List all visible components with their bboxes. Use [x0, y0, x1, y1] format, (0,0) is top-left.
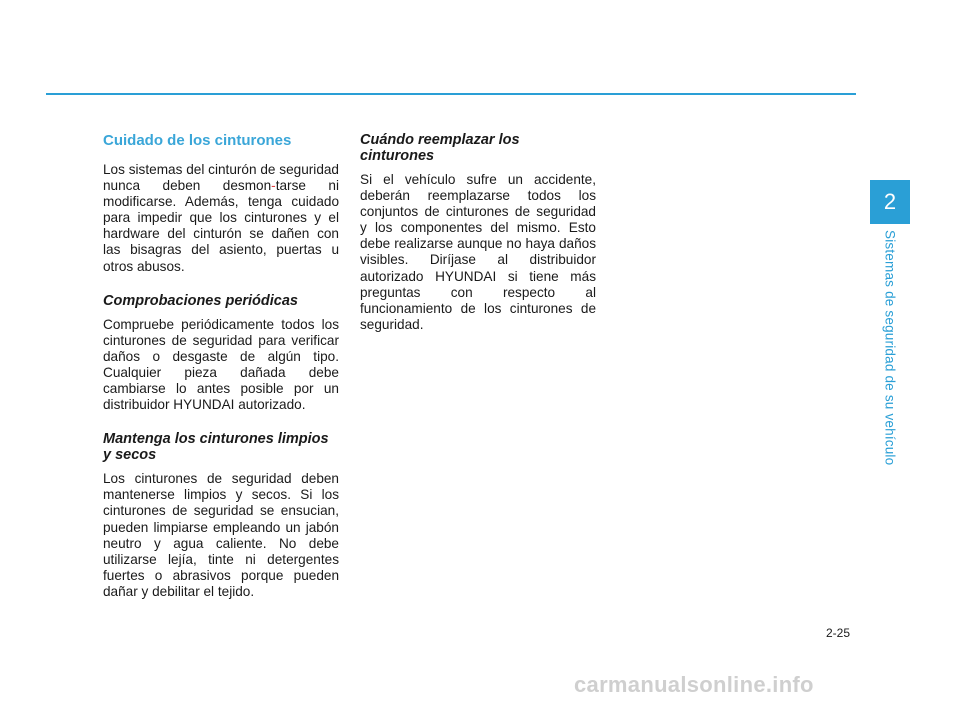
- section-heading: Cuidado de los cinturones: [103, 132, 292, 149]
- subheading-when-replace: Cuándo reemplazar los cinturones: [360, 132, 520, 164]
- hyphenation-mark: -: [271, 178, 276, 194]
- paragraph-when-replace: Si el vehículo sufre un accidente, deberán reemplazarse todos los conjuntos de cinturones de seguridad y los componentes del mismo. Esto debe realizarse aunque no haya daños visibles. Diríjase al distribuidor autorizado HYUNDAI si tiene más preguntas con respecto al funcionamiento de los cinturones de seguridad.: [360, 172, 596, 332]
- watermark: carmanualsonline.info: [574, 672, 814, 697]
- paragraph-belt-care: [103, 162, 339, 275]
- subheading-keep-clean: Mantenga los cinturones limpios y secos: [103, 431, 329, 464]
- paragraph-periodic-checks: Compruebe periódicamente todos los cinturones de seguridad para verificar daños o desgaste de algún tipo. Cualquier pieza dañada debe cambiarse lo antes posible por un distribuidor HYUNDAI autorizado.: [103, 316, 339, 413]
- chapter-side-label: [876, 230, 904, 480]
- paragraph-belt-care-part1: Los sistemas del cinturón de seguridad nunca deben desmon: [103, 162, 339, 194]
- paragraph-keep-clean: Los cinturones de seguridad deben mantenerse limpios y secos. Si los cinturones de seguridad se ensucian, pueden limpiarse empleando un jabón neutro y agua caliente. No debe utilizarse lejía, tinte ni detergentes fuertes o abrasivos porque pueden dañar y debilitar el tejido.: [103, 471, 339, 599]
- chapter-title: Sistemas de seguridad de su vehículo: [882, 230, 898, 466]
- right-column: [360, 132, 596, 351]
- page-number: 2-25: [826, 626, 851, 640]
- top-rule: [46, 93, 856, 95]
- left-column: [103, 132, 339, 618]
- paragraph-belt-care-part2: tarse ni modificarse. Además, tenga cuidado para impedir que los cinturones y el hardware del cinturón se dañen con las bisagras del asiento, puertas u otros abusos.: [103, 178, 339, 274]
- chapter-number-tab: 2: [870, 180, 910, 224]
- subheading-periodic-checks: Comprobaciones periódicas: [103, 292, 298, 309]
